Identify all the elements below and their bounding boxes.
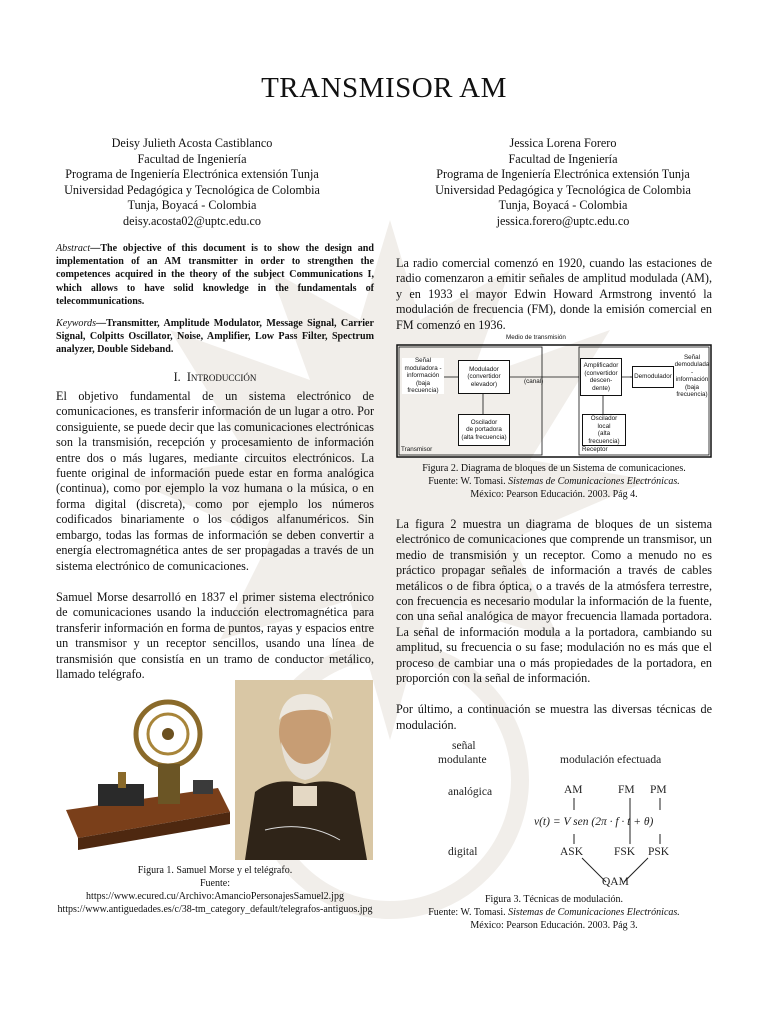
fm-label: FM: [618, 784, 635, 796]
block-line: local: [597, 422, 611, 430]
caption-source-label: Fuente:: [200, 878, 230, 889]
paragraph: Samuel Morse desarrolló en 1837 el primer sistema electrónico de comunicaciones usando la inducción electromagnética para transferir información en forma de puntos, rayas y espacios entre un transmisor y un receptor sencillos, usando una línea de transmisión que consistía en un tramo de conductor metálico, llamado telégrafo.: [56, 589, 374, 681]
transmitter-label: Transmisor: [401, 446, 433, 453]
caption-source-title: Sistemas de Comunicaciones Electrónicas.: [508, 476, 680, 487]
caption-source: [396, 906, 712, 919]
caption-source-prefix: Fuente: W. Tomasi.: [428, 476, 509, 487]
block-line: (convertidor: [467, 373, 501, 381]
block-line: demodulada -: [674, 361, 710, 376]
paper-title: TRANSMISOR AM: [261, 72, 507, 104]
left-column: [56, 242, 374, 682]
author-location: Tunja, Boyacá - Colombia: [498, 198, 628, 212]
ask-label: ASK: [560, 846, 584, 858]
block-line: Oscilador: [470, 418, 498, 426]
author-name: Deisy Julieth Acosta Castiblanco: [111, 136, 273, 150]
paragraph: La radio comercial comenzó en 1920, cuando las estaciones de radio comenzaron a emitir señales de amplitud modulada (AM), y en 1933 el mayor Edwin Howard Armstrong inventó la modulación de frecuencia (FM), donde la emisión comercial en FM comenzó en 1936.: [396, 256, 712, 332]
block-line: (convertidor: [584, 369, 618, 377]
block-line: Amplificador: [583, 362, 619, 369]
abstract: [56, 242, 374, 308]
modulating-signal-label-1: señal: [452, 740, 476, 752]
caption-source-url: https://www.ecured.cu/Archivo:AmancioPersonajesSamuel2.jpg: [86, 891, 344, 902]
carrier-oscillator-block: [458, 414, 510, 446]
paragraph: Por último, a continuación se muestra las diversas técnicas de modulación.: [396, 702, 712, 732]
modulating-signal-label-2: modulante: [438, 754, 487, 766]
keywords-text: —Transmitter, Amplitude Modulator, Message Signal, Carrier Signal, Colpitts Oscillator, Noise, Amplifier, Low Pass Filter, Spectrum analyzer, Double Sideband.: [56, 318, 374, 356]
author-program: Programa de Ingeniería Electrónica extensión Tunja: [65, 167, 319, 181]
right-column-middle: [396, 517, 712, 733]
block-line: de portadora: [466, 426, 502, 434]
block-line: información: [675, 376, 709, 383]
author-faculty: Facultad de Ingeniería: [508, 151, 618, 166]
block-line: (alta frecuencia): [588, 430, 620, 445]
demodulator-block: Demodulador: [632, 366, 674, 388]
block-line: descen-: [589, 377, 613, 384]
block-line: moduladora -: [404, 364, 442, 372]
author-university: Universidad Pedagógica y Tecnológica de Colombia: [64, 182, 320, 197]
caption-title: Figura 2. Diagrama de bloques de un Sistema de comunicaciones.: [422, 463, 686, 474]
medium-label: Medio de transmisión: [506, 334, 566, 341]
block-line: (baja frecuencia): [407, 379, 439, 395]
block-line: información: [406, 372, 440, 380]
abstract-label: Abstract: [56, 243, 91, 254]
block-diagram: [396, 334, 712, 458]
author-location: Tunja, Boyacá - Colombia: [127, 198, 257, 212]
digital-label: digital: [448, 846, 478, 858]
receiver-label: Receptor: [582, 446, 608, 453]
caption-title: Figura 3. Técnicas de modulación.: [484, 894, 624, 905]
block-line: elevador): [470, 380, 498, 388]
section-title: Introducción: [186, 369, 257, 384]
author-block-2: [383, 136, 743, 229]
author-program: Programa de Ingeniería Electrónica extensión Tunja: [436, 167, 690, 181]
caption-source-prefix: Fuente: W. Tomasi.: [428, 907, 509, 918]
section-heading: [56, 370, 374, 385]
block-line: Modulador: [469, 365, 499, 373]
right-column-top: [396, 256, 712, 333]
caption-title: Figura 1. Samuel Morse y el telégrafo.: [137, 865, 293, 876]
paragraph: La figura 2 muestra un diagrama de bloques de un sistema electrónico de comunicaciones que comprende un transmisor, un medio de transmisión y un receptor. Como a menudo no es práctico propagar señales de información a través de cables metálicos o de fibra óptica, o a través de la atmósfera terrestre, con frecuencia es necesario modular la información de la fuente, con una señal analógica de mayor frecuencia llamada portadora. La señal de información modula a la portadora, cambiando su amplitud, su frecuencia o su fase; modulación no es más que el proceso de cambiar una o más propiedades de la portadora, en proporción con la señal de información.: [396, 517, 712, 686]
amplifier-block: [580, 358, 622, 396]
figure3-caption: [396, 893, 712, 932]
output-signal-block: [674, 353, 710, 398]
block-line: Señal: [683, 353, 701, 361]
caption-source-suffix: México: Pearson Educación. 2003. Pág 3.: [470, 920, 638, 931]
effected-modulation-label: modulación efectuada: [560, 754, 662, 766]
block-line: Oscilador: [590, 415, 618, 422]
canal-label: (canal): [524, 378, 544, 385]
caption-source-url: https://www.antiguedades.es/c/38-tm_category_default/telegrafos-antiguos.jpg: [57, 904, 373, 915]
analog-label: analógica: [448, 786, 493, 798]
block-line: dente): [592, 384, 610, 392]
qam-label: QAM: [602, 876, 629, 888]
abstract-text: —The objective of this document is to show the design and implementation of an AM transmitter in order to strengthen the competences acquired in the theory of the subject Communications I, which allows to have solid knowledge in the fundamentals of telecommunications.: [56, 243, 374, 307]
source-signal-block: [402, 358, 444, 394]
modulation-techniques-diagram: [410, 740, 700, 890]
block-line: Señal: [414, 357, 432, 365]
paragraph: El objetivo fundamental de un sistema electrónico de comunicaciones, es transferir información de un lugar a otro. Por consiguiente, se puede decir que las comunicaciones electrónicas son la transmisión, recepción y procesamiento de información entre dos o más lugares, mediante circuitos electrónicos. La fuente original de información puede estar en forma analógica (continua), como por ejemplo la voz humana o la música, o en forma digital (discreta), como por ejemplo los números codificados binariamente o los códigos alfanuméricos. Sin embargo, todas las formas de información se deben convertir a energía electromagnética antes de ser propagadas a través de un sistema electrónico de comunicaciones.: [56, 389, 374, 573]
block-line: (baja frecuencia): [676, 383, 708, 398]
author-name: Jessica Lorena Forero: [509, 136, 617, 150]
author-email: jessica.forero@uptc.edu.co: [496, 213, 630, 228]
local-oscillator-block: [582, 414, 626, 446]
telegraph-image: [58, 692, 234, 860]
caption-source-suffix: México: Pearson Educación. 2003. Pág 4.: [470, 489, 638, 500]
caption-source: [396, 475, 712, 488]
author-faculty: Facultad de Ingeniería: [137, 151, 247, 166]
author-email: deisy.acosta02@uptc.edu.co: [122, 213, 262, 228]
keywords: [56, 317, 374, 357]
figure2-caption: [396, 462, 712, 501]
modulator-block: [458, 360, 510, 394]
author-university: Universidad Pedagógica y Tecnológica de Colombia: [435, 182, 691, 197]
am-label: AM: [564, 784, 583, 796]
pm-label: PM: [650, 784, 667, 796]
caption-source-title: Sistemas de Comunicaciones Electrónicas.: [508, 907, 680, 918]
fsk-label: FSK: [614, 846, 636, 858]
modulation-formula: v(t) = V sen (2π · f · t + θ): [534, 816, 654, 828]
section-number: I.: [173, 369, 181, 384]
figure1-caption: [56, 864, 374, 916]
block-line: (alta frecuencia): [461, 433, 507, 441]
author-block-1: [12, 136, 372, 229]
keywords-label: Keywords: [56, 318, 97, 330]
samuel-morse-portrait: [235, 680, 373, 860]
psk-label: PSK: [648, 846, 670, 858]
